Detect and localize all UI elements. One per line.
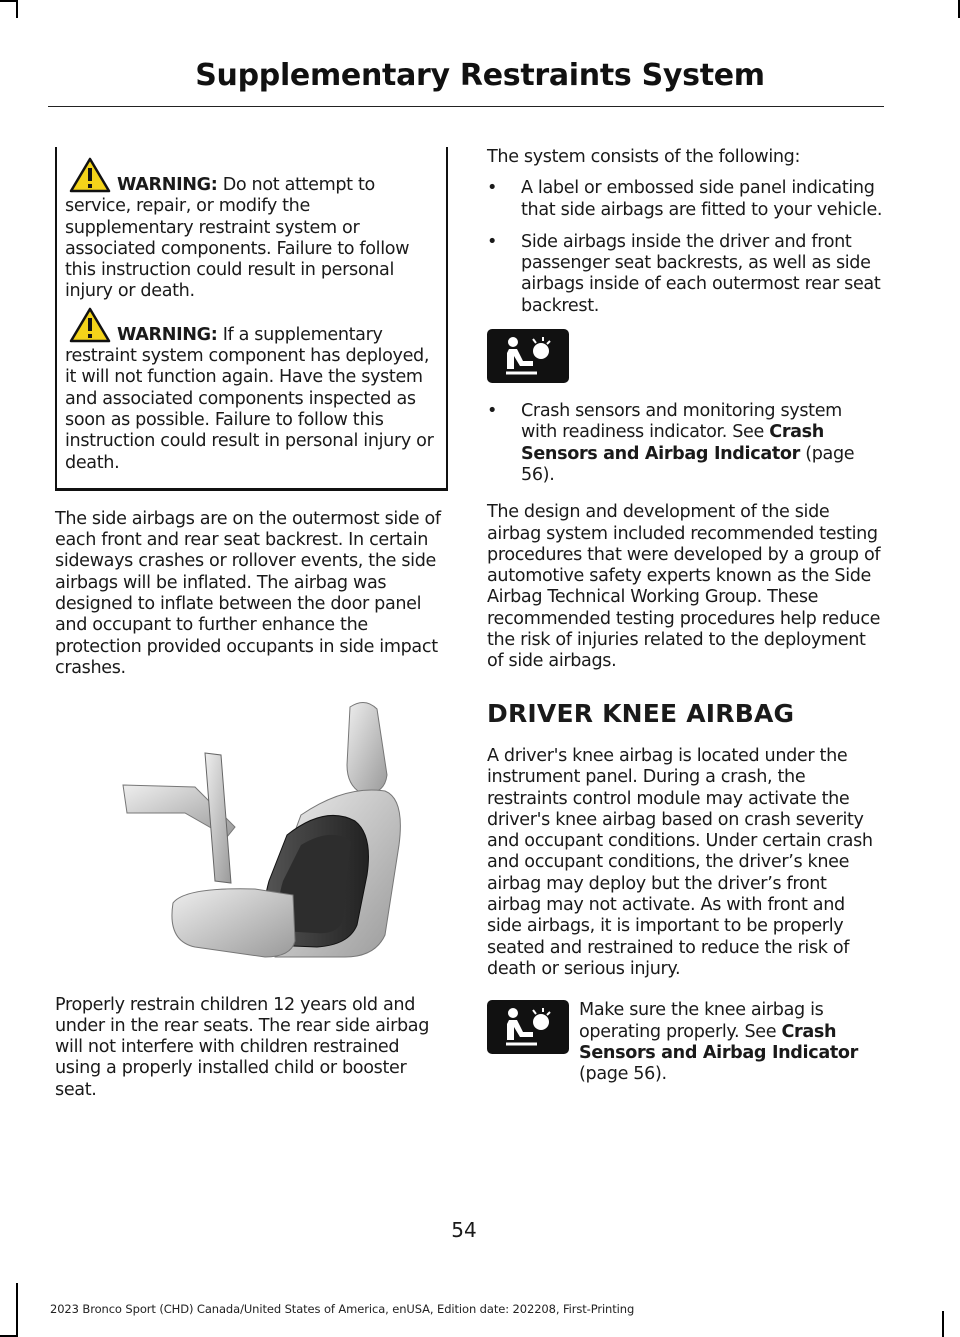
page-number: 54: [451, 1218, 477, 1242]
warning-text: If a supplementary restraint system component has deployed, it will not function again. Have the system and associated components inspected as soon as possible. Failure to follow this instruction could result in personal injury or death.: [65, 324, 434, 473]
warning-label: WARNING:: [117, 175, 218, 195]
warning-box: [55, 147, 448, 491]
footer-edition: 2023 Bronco Sport (CHD) Canada/United States of America, enUSA, Edition date: 202208, First-Printing: [50, 1302, 635, 1316]
warning-label: WARNING:: [117, 324, 218, 345]
list-item: • A label or embossed side panel indicating that side airbags are fitted to your vehicle.: [487, 178, 883, 221]
airbag-indicator-badge: [487, 1000, 569, 1054]
airbag-seated-person-icon: [503, 335, 553, 377]
system-intro: The system consists of the following:: [487, 147, 801, 167]
warning-2: [65, 325, 438, 474]
header-divider: [48, 106, 884, 107]
knee-airbag-paragraph: A driver's knee airbag is located under the instrument panel. During a crash, the restraints control module may activate the driver's knee airbag based on crash severity and occupant conditions. Under certain crash and occupant conditions, the driver’s knee airbag may deploy but the driver’s front airbag may not activate. As with front and side airbags, it is important to be properly seated and restrained to reduce the risk of death or serious injury.: [487, 745, 873, 979]
crash-sensors-link[interactable]: Crash Sensors and Airbag Indicator: [521, 422, 824, 464]
side-airbags-paragraph: The side airbags are on the outermost side of each front and rear seat backrest. In certain sideways crashes or rollover events, the side airbags will be inflated. The airbag was designed to inflate between the door panel and occupant to further enhance the protection provided occupants in side impact crashes.: [55, 508, 441, 678]
knee-check-block: Make sure the knee airbag is operating properly. See Crash Sensors and Airbag Indicator (page 56).: [487, 1000, 883, 1085]
crop-mark: [942, 1311, 944, 1337]
design-paragraph: The design and development of the side airbag system included recommended testing procedures that were developed by a group of automotive safety experts known as the Side Airbag Technical Working Group. These recommended testing procedures help reduce the risk of injuries related to the deployment of side airbags.: [487, 502, 881, 672]
warning-triangle-icon: [69, 157, 111, 193]
warning-triangle-icon: [69, 307, 111, 343]
seat-side-airbag-illustration: [55, 695, 447, 970]
crash-sensors-link[interactable]: Crash Sensors and Airbag Indicator: [579, 1021, 858, 1063]
warning-text: Do not attempt to service, repair, or modify the supplementary restraint system or associated components. Failure to follow this instruction could result in personal injury or death.: [65, 175, 410, 302]
warning-1: [65, 175, 438, 303]
crop-mark: [0, 0, 16, 2]
crop-mark: [16, 1283, 18, 1337]
list-item: • Side airbags inside the driver and front passenger seat backrests, as well as side airbags inside of each outermost rear seat backrest.: [487, 232, 883, 317]
system-list-continued: [487, 401, 883, 486]
airbag-seated-person-icon: [503, 1006, 553, 1048]
airbag-indicator-badge: [487, 329, 569, 383]
left-column: [55, 147, 447, 1101]
system-list: [487, 178, 883, 317]
list-item: • Crash sensors and monitoring system with readiness indicator. See Crash Sensors and Airbag Indicator (page 56).: [487, 401, 883, 486]
children-paragraph: Properly restrain children 12 years old and under in the rear seats. The rear side airbag will not interfere with children restrained using a properly installed child or booster seat.: [55, 994, 430, 1100]
right-column: [487, 147, 883, 1085]
knee-check-text: Make sure the knee airbag is operating properly. See: [579, 1000, 824, 1042]
crop-mark: [16, 0, 18, 18]
section-heading-knee-airbag: DRIVER KNEE AIRBAG: [487, 698, 795, 728]
page-title: Supplementary Restraints System: [195, 58, 765, 93]
